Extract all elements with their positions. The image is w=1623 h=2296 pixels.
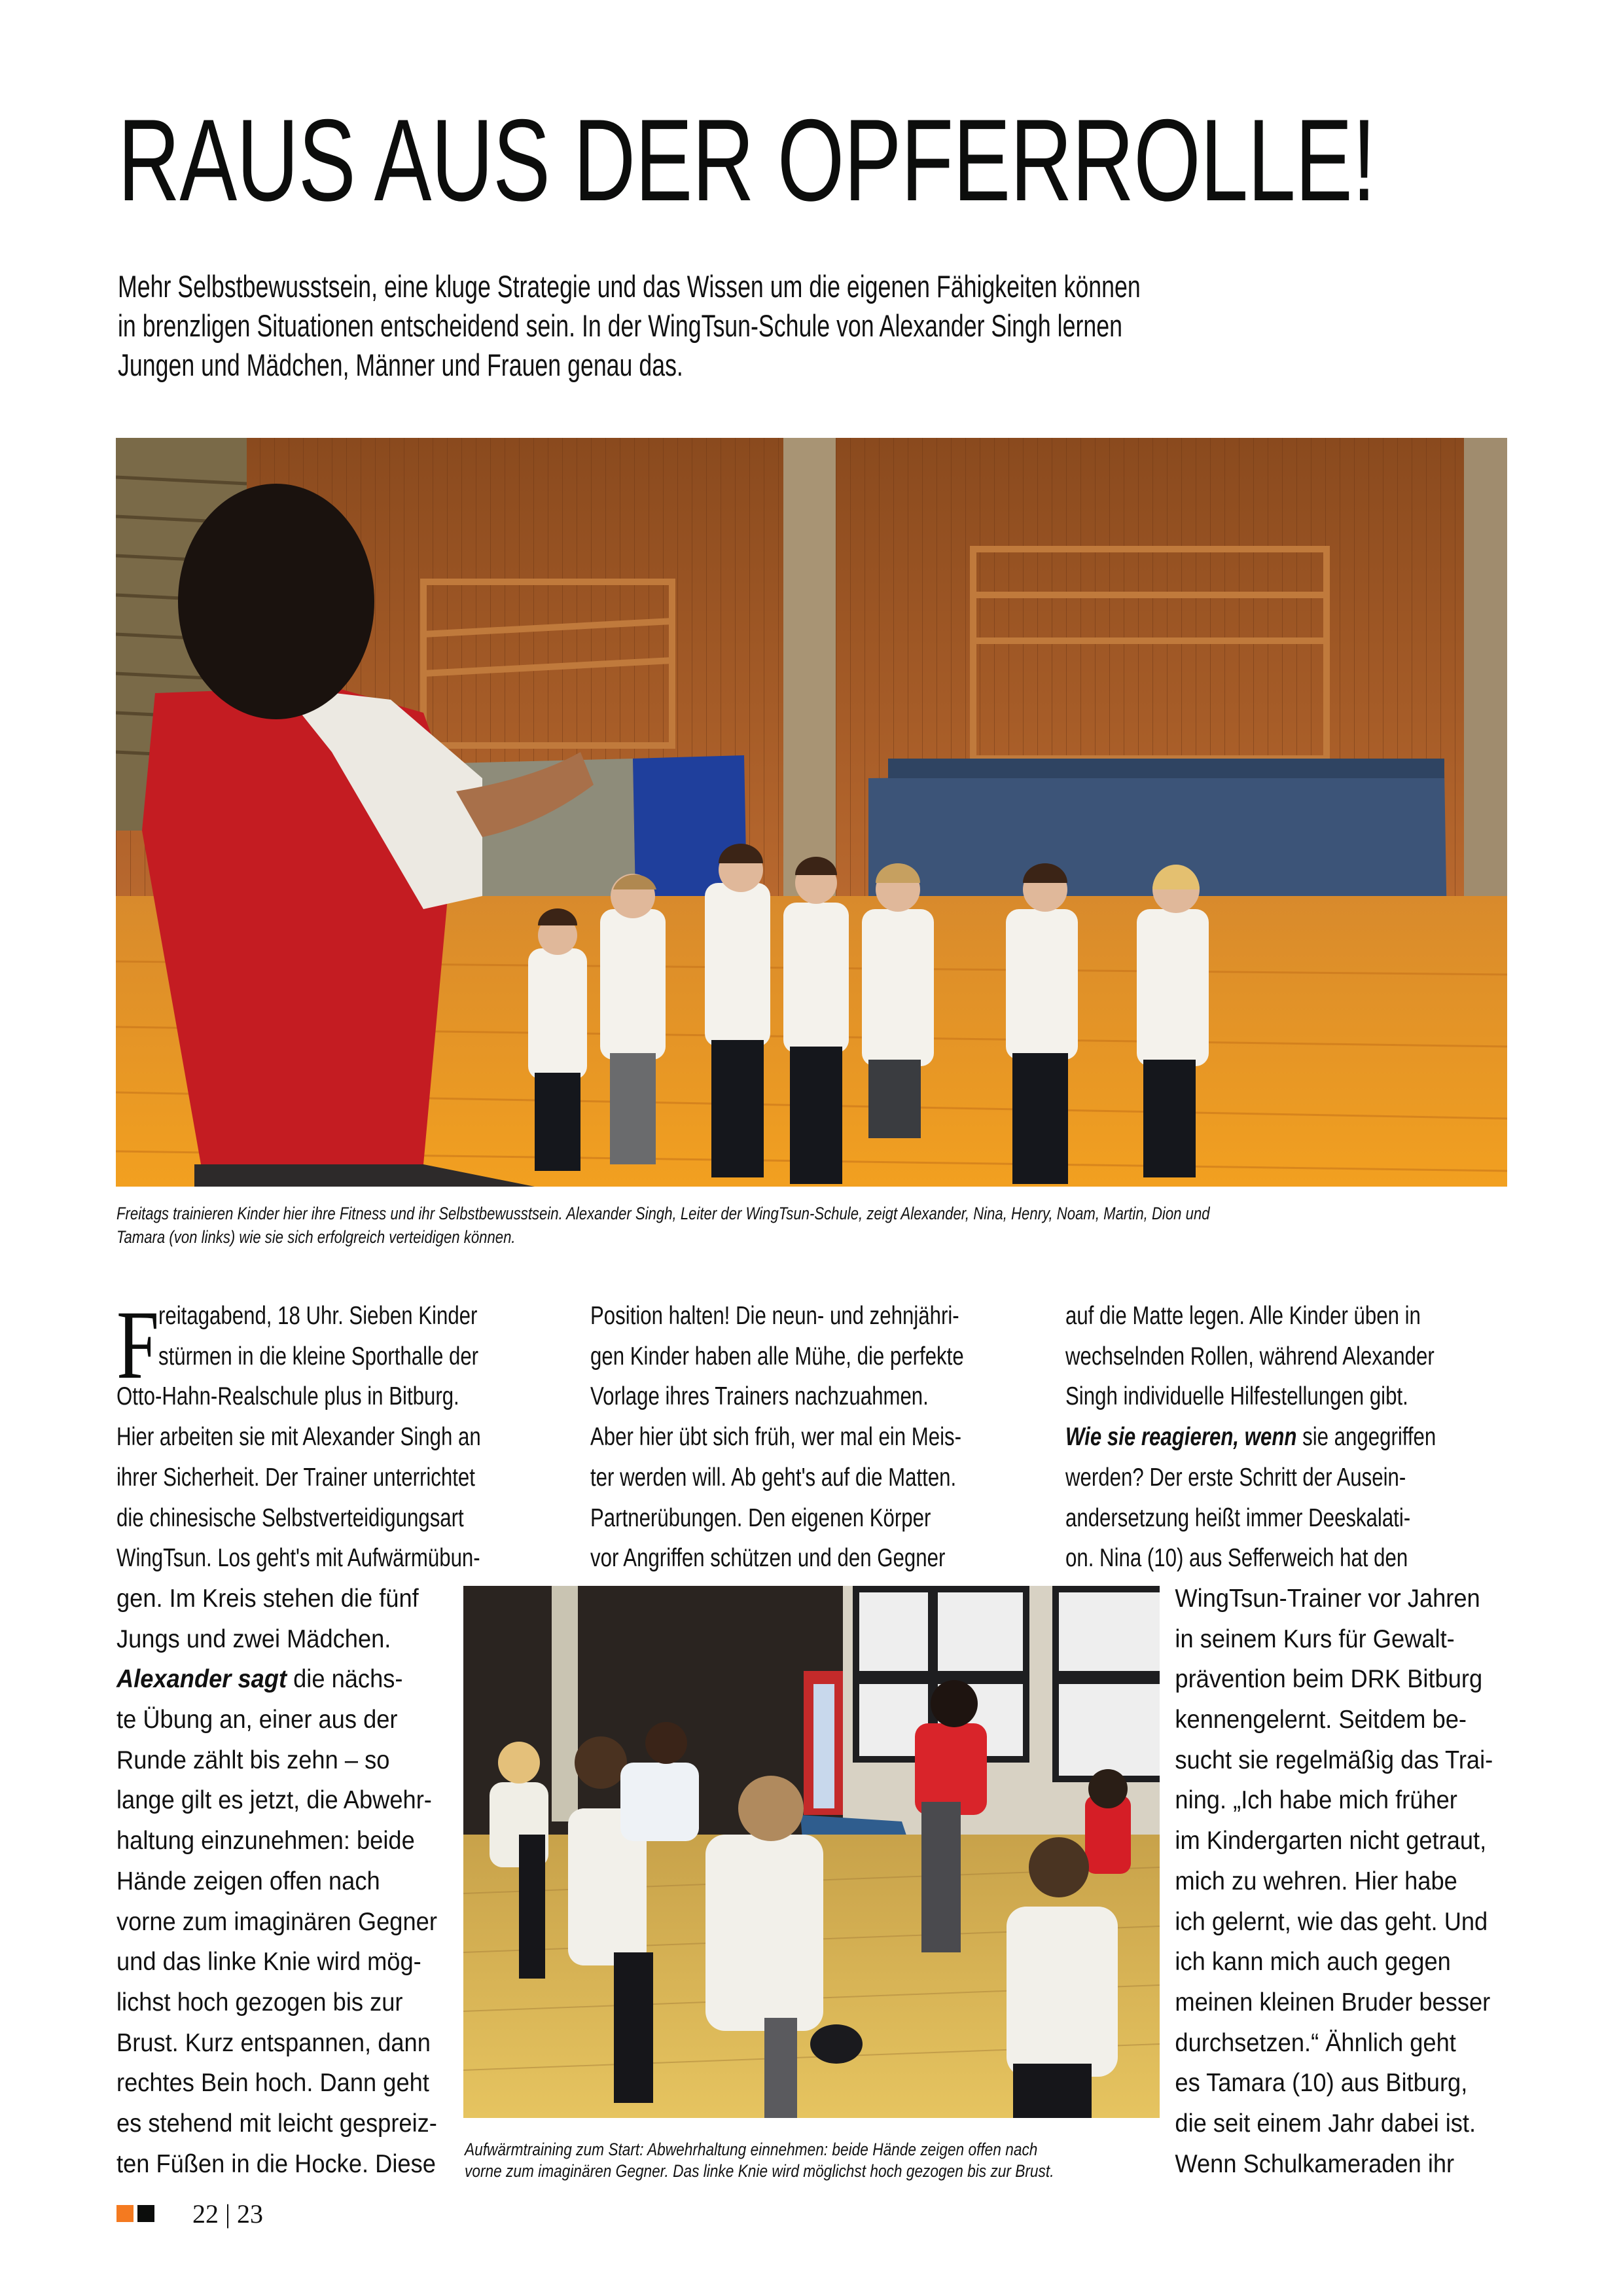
body-line: reitagabend, 18 Uhr. Sieben Kinder — [158, 1302, 478, 1330]
body-text: sie angegriffen — [1296, 1423, 1436, 1452]
emphasis: Alexander sagt — [116, 1665, 287, 1694]
body-text: die nächs- — [287, 1665, 403, 1694]
body-line: te Übung an, einer aus der — [116, 1706, 398, 1734]
body-line: die seit einem Jahr dabei ist. — [1175, 2109, 1476, 2138]
body-line: lichst hoch gezogen bis zur — [116, 1988, 403, 2017]
caption-line: Tamara (von links) wie sie sich erfolgreich verteidigen können. — [116, 1227, 516, 1247]
body-line: ten Füßen in die Hocke. Diese — [116, 2149, 436, 2178]
body-line: gen. Im Kreis stehen die fünf — [116, 1584, 419, 1613]
body-line: auf die Matte legen. Alle Kinder üben in — [1065, 1302, 1421, 1330]
body-line: mich zu wehren. Hier habe — [1175, 1867, 1457, 1895]
body-line: prävention beim DRK Bitburg — [1175, 1665, 1483, 1694]
body-line: wechselnden Rollen, während Alexander — [1065, 1342, 1435, 1371]
body-line: kennengelernt. Seitdem be- — [1175, 1706, 1467, 1734]
body-line: durchsetzen.“ Ähnlich geht — [1175, 2028, 1456, 2057]
body-line: ning. „Ich habe mich früher — [1175, 1786, 1457, 1815]
photo-training-group-image — [116, 438, 1507, 1187]
body-line: lange gilt es jetzt, die Abwehr- — [116, 1786, 432, 1815]
body-line: on. Nina (10) aus Sefferweich hat den — [1065, 1544, 1408, 1573]
body-line: es stehend mit leicht gespreiz- — [116, 2109, 437, 2138]
body-line: in seinem Kurs für Gewalt- — [1175, 1624, 1455, 1653]
body-line: Partnerübungen. Den eigenen Körper — [590, 1503, 931, 1532]
black-square-marker — [137, 2205, 154, 2222]
body-line: Hier arbeiten sie mit Alexander Singh an — [116, 1423, 481, 1452]
orange-square-marker — [116, 2205, 134, 2222]
body-line: ich gelernt, wie das geht. Und — [1175, 1907, 1488, 1936]
body-line: im Kindergarten nicht getraut, — [1175, 1827, 1487, 1856]
caption-line: Aufwärmtraining zum Start: Abwehrhaltung einnehmen: beide Hände zeigen offen nach — [465, 2140, 1038, 2159]
page-numbers: 22 | 23 — [192, 2198, 264, 2229]
body-line: vorne zum imaginären Gegner — [116, 1907, 437, 1936]
lead-line: Mehr Selbstbewusstsein, eine kluge Strategie und das Wissen um die eigenen Fähigkeiten können — [118, 269, 1141, 304]
photo-warmup-circle-image — [463, 1586, 1160, 2118]
body-column-2 — [590, 1296, 1057, 1579]
body-line: die chinesische Selbstverteidigungsart — [116, 1503, 464, 1532]
body-line: Vorlage ihres Trainers nachzuahmen. — [590, 1382, 929, 1411]
body-line: ich kann mich auch gegen — [1175, 1948, 1451, 1977]
body-line: Wenn Schulkameraden ihr — [1175, 2149, 1455, 2178]
body-line: sucht sie regelmäßig das Trai- — [1175, 1746, 1493, 1774]
body-line: Brust. Kurz entspannen, dann — [116, 2028, 431, 2057]
body-line: vor Angriffen schützen und den Gegner — [590, 1544, 946, 1573]
body-line: ter werden will. Ab geht's auf die Matten. — [590, 1463, 957, 1492]
lead-line: in brenzligen Situationen entscheidend sein. In der WingTsun-Schule von Alexander Singh lernen — [118, 308, 1122, 343]
body-line: andersetzung heißt immer Deeskalati- — [1065, 1503, 1411, 1532]
photo-caption-2 — [465, 2139, 1054, 2182]
body-line: es Tamara (10) aus Bitburg, — [1175, 2069, 1468, 2098]
photo-training-group — [116, 438, 1507, 1187]
body-line: gen Kinder haben alle Mühe, die perfekte — [590, 1342, 964, 1371]
body-line: haltung einzunehmen: beide — [116, 1827, 415, 1856]
article-title: RAUS AUS DER OPFERROLLE! — [118, 95, 1376, 225]
body-line: Jungs und zwei Mädchen. — [116, 1624, 391, 1653]
emphasis: Wie sie reagieren, wenn — [1065, 1423, 1297, 1452]
body-line: ihrer Sicherheit. Der Trainer unterrichtet — [116, 1463, 475, 1492]
body-line: WingTsun-Trainer vor Jahren — [1175, 1584, 1480, 1613]
body-line: werden? Der erste Schritt der Ausein- — [1065, 1463, 1406, 1492]
caption-line: vorne zum imaginären Gegner. Das linke Knie wird möglichst hoch gezogen bis zur Brust. — [465, 2161, 1054, 2181]
body-line: und das linke Knie wird mög- — [116, 1948, 421, 1977]
body-line: Runde zählt bis zehn – so — [116, 1746, 390, 1774]
drop-cap: F — [116, 1291, 160, 1399]
body-line: meinen kleinen Bruder besser — [1175, 1988, 1491, 2017]
lead-paragraph — [118, 267, 1560, 385]
body-line: WingTsun. Los geht's mit Aufwärmübun- — [116, 1544, 480, 1573]
body-line: Hände zeigen offen nach — [116, 1867, 380, 1895]
body-line: stürmen in die kleine Sporthalle der — [158, 1342, 479, 1371]
body-line: Singh individuelle Hilfestellungen gibt. — [1065, 1382, 1408, 1411]
body-line: rechtes Bein hoch. Dann geht — [116, 2069, 429, 2098]
body-line: Otto-Hahn-Realschule plus in Bitburg. — [116, 1382, 459, 1411]
body-line — [1065, 1417, 1436, 1458]
body-line: Position halten! Die neun- und zehnjähri- — [590, 1302, 959, 1330]
lead-line: Jungen und Mädchen, Männer und Frauen genau das. — [118, 348, 683, 382]
caption-line: Freitags trainieren Kinder hier ihre Fitness und ihr Selbstbewusstsein. Alexander Singh, Leiter der WingTsun-Schule, zeigt Alexander, Nina, Henry, Noam, Martin, Dion und — [116, 1204, 1210, 1223]
body-line: Aber hier übt sich früh, wer mal ein Meis- — [590, 1423, 962, 1452]
photo-warmup-circle — [463, 1586, 1160, 2118]
photo-caption-1 — [116, 1202, 1210, 1249]
page-footer — [116, 2200, 263, 2227]
